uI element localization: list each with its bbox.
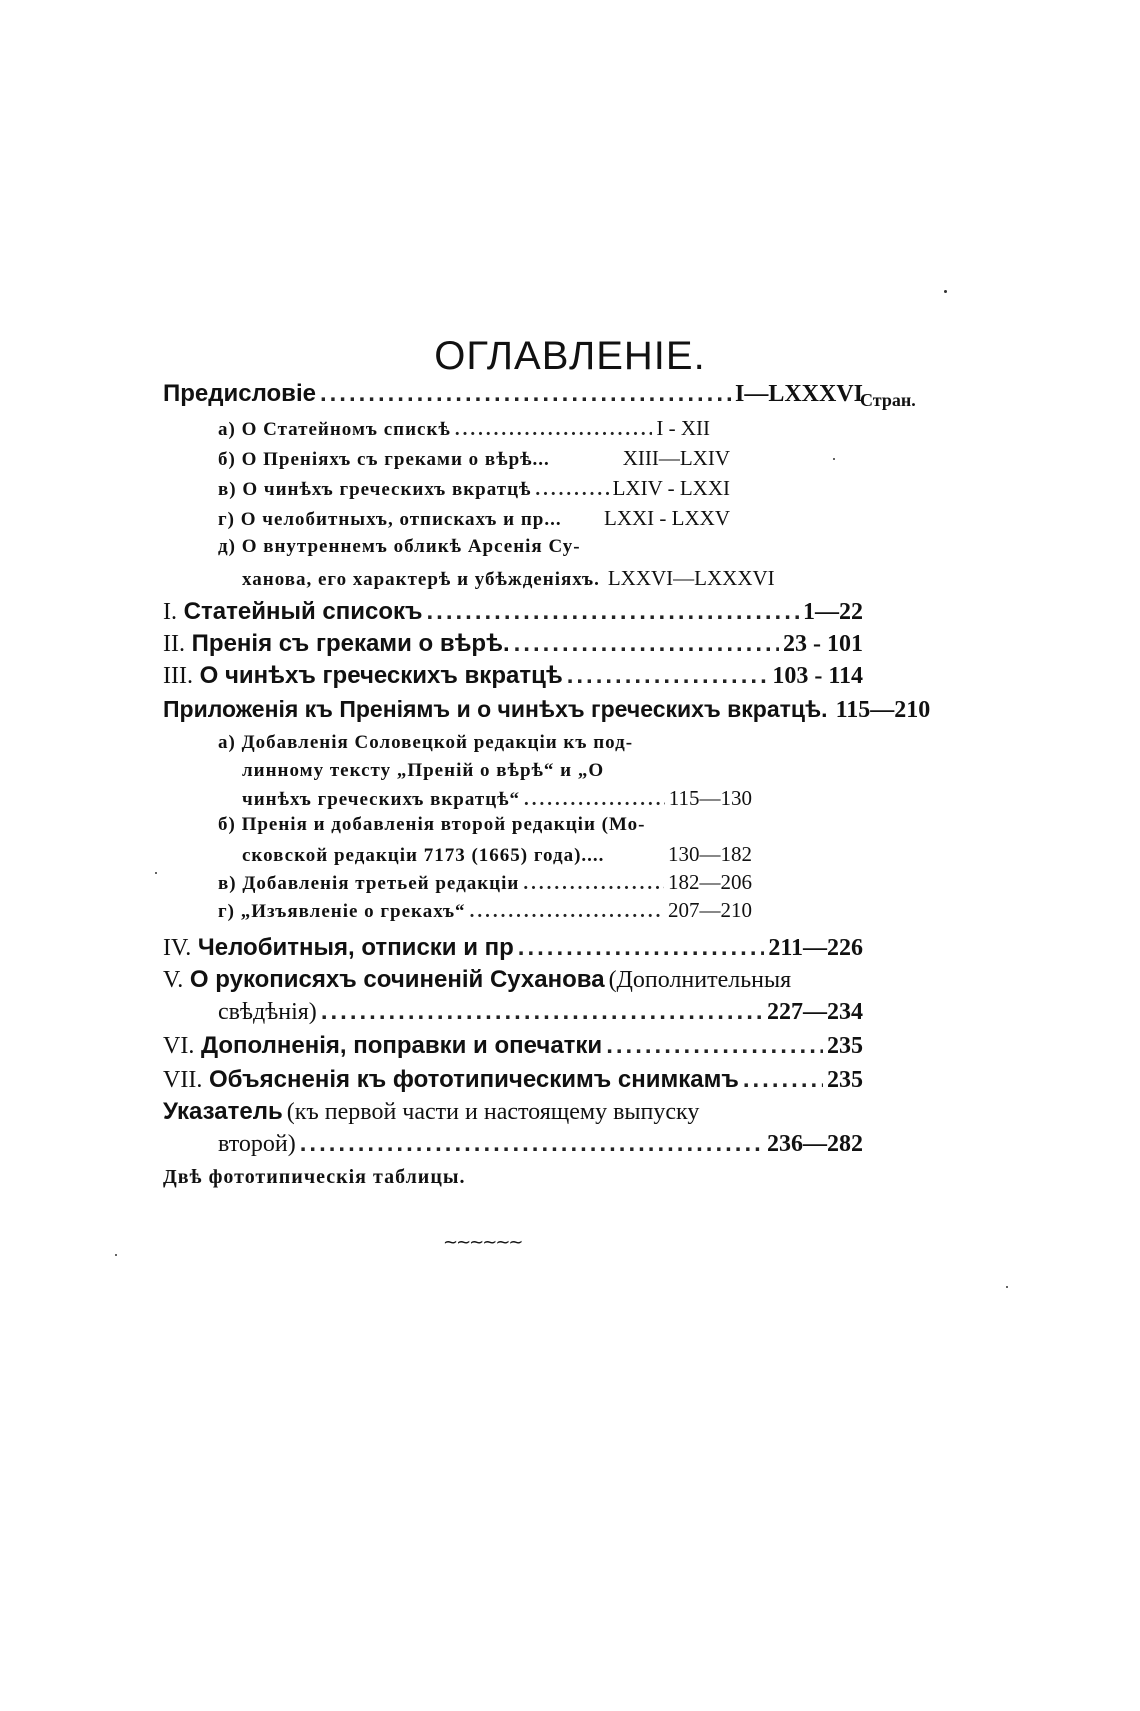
toc-entry-label: Объясненiя къ фототипическимъ снимкамъ <box>209 1066 739 1093</box>
toc-entry-label: второй) <box>218 1131 296 1157</box>
leader-dots <box>523 873 664 895</box>
leader-dots <box>300 1130 763 1158</box>
section-number: VII. <box>163 1067 203 1093</box>
toc-entry-section <box>163 934 863 962</box>
toc-entry-pages: 211—226 <box>768 935 863 961</box>
section-number: V. <box>163 967 184 993</box>
toc-entry-preface <box>163 380 863 408</box>
leader-dots <box>524 789 665 811</box>
toc-entry-label: Пренiя съ греками о вѣрѣ. <box>191 630 510 657</box>
toc-subentry-pages: I - XII <box>656 416 710 440</box>
toc-subentry-label: д) О внутреннемъ обликѣ Арсенiя Су- <box>218 536 581 557</box>
toc-subentry <box>242 566 775 591</box>
leader-dots <box>470 901 664 923</box>
toc-subentry-pages: LXIV - LXXI <box>612 476 730 500</box>
tables-note: Двѣ фототипическiя таблицы. <box>163 1166 466 1188</box>
toc-subentry-label: г) „Изъявленiе о грекахъ“ <box>218 901 466 922</box>
toc-subentry <box>218 416 710 441</box>
toc-subentry <box>218 898 752 923</box>
scan-speck <box>1006 1286 1008 1288</box>
section-number: III. <box>163 663 193 689</box>
toc-subentry-pages: 207—210 <box>668 898 752 922</box>
toc-entry-label: Статейный списокъ <box>183 598 423 625</box>
toc-subentry-label: а) О Статейномъ спискѣ <box>218 419 451 440</box>
end-ornament: ~~~~~~ <box>443 1232 522 1253</box>
toc-subentry-pages: 182—206 <box>668 870 752 894</box>
toc-entry-label: Приложенiя къ Пренiямъ и о чинѣхъ греческихъ вкратцѣ. <box>163 696 828 722</box>
toc-entry-index <box>163 1098 699 1126</box>
toc-entry-label: Челобитныя, отписки и пр <box>197 934 514 961</box>
toc-entry-pages: 103 - 114 <box>772 663 863 689</box>
scan-speck <box>115 1254 117 1256</box>
toc-entry-label: О рукописяхъ сочиненiй Суханова <box>189 966 605 993</box>
section-number: I. <box>163 599 177 625</box>
toc-entry-label-extra: (Дополнительныя <box>608 967 792 993</box>
scan-speck <box>155 872 157 874</box>
leader-dots <box>514 630 779 658</box>
leader-dots <box>321 998 763 1026</box>
toc-entry-pages: 235 <box>827 1067 863 1093</box>
toc-subentry <box>218 870 752 895</box>
toc-entry-label-extra: (къ первой части и настоящему выпуску <box>286 1099 700 1125</box>
toc-entry-appendix <box>163 696 931 724</box>
toc-entry-label: Указатель <box>163 1098 283 1125</box>
section-number: II. <box>163 631 185 657</box>
toc-subentry-pages: LXXVI—LXXXVI <box>607 566 775 590</box>
toc-subentry-pages: 115—130 <box>668 786 752 810</box>
toc-entry-label: О чинѣхъ греческихъ вкратцѣ <box>199 662 563 689</box>
toc-entry-pages: 1—22 <box>803 599 863 625</box>
leader-dots <box>606 1032 823 1060</box>
section-number: IV. <box>163 935 192 961</box>
toc-entry-label: свѣдѣнiя) <box>218 999 317 1025</box>
toc-entry-label: Предисловiе <box>163 380 316 407</box>
toc-entry-pages: 23 - 101 <box>783 631 863 657</box>
toc-subentry <box>218 476 730 501</box>
leader-dots <box>320 380 731 408</box>
toc-subentry-label: линному тексту „Пренiй о вѣрѣ“ и „О <box>242 760 605 781</box>
toc-entry-section <box>163 1032 863 1060</box>
toc-subentry <box>218 446 730 471</box>
toc-subentry-label: в) О чинѣхъ греческихъ вкратцѣ <box>218 479 532 500</box>
toc-subentry-label: сковской редакцiи 7173 (1665) года).... <box>242 845 605 866</box>
toc-entry-continuation <box>218 1130 863 1158</box>
toc-entry-pages: 115—210 <box>835 697 931 723</box>
toc-subentry-pages: LXXI - LXXV <box>604 506 730 530</box>
toc-subentry-label: в) Добавленiя третьей редакцiи <box>218 873 520 894</box>
page-column-label: Стран. <box>860 390 916 410</box>
toc-subentry-label: б) Пренiя и добавленiя второй редакцiи (Мо- <box>218 814 646 835</box>
toc-entry-section <box>163 630 863 658</box>
leader-dots <box>535 479 608 501</box>
leader-dots <box>427 598 800 626</box>
toc-subentry-pages: 130—182 <box>668 842 752 866</box>
toc-entry-section <box>163 662 863 690</box>
toc-entry-pages: 227—234 <box>767 999 863 1025</box>
toc-entry-pages: I—LXXXVI <box>734 381 863 407</box>
toc-entry-pages: 235 <box>827 1033 863 1059</box>
leader-dots <box>518 934 765 962</box>
toc-subentry-label: г) О челобитныхъ, отпискахъ и пр... <box>218 509 562 530</box>
toc-subentry-label: б) О Пренiяхъ съ греками о вѣрѣ... <box>218 449 550 470</box>
toc-entry-section <box>163 1066 863 1094</box>
leader-dots <box>743 1066 823 1094</box>
toc-entry-section <box>163 598 863 626</box>
toc-subentry <box>242 842 752 867</box>
toc-subentry-label: чинѣхъ греческихъ вкратцѣ“ <box>242 789 521 810</box>
toc-entry-continuation <box>218 998 863 1026</box>
scan-speck <box>833 458 835 460</box>
toc-entry-pages: 236—282 <box>767 1131 863 1157</box>
toc-entry-label: Дополненiя, поправки и опечатки <box>201 1032 603 1059</box>
section-number: VI. <box>163 1033 195 1059</box>
toc-entry-section <box>163 966 791 994</box>
toc-subentry <box>242 786 752 811</box>
toc-subentry <box>218 506 730 531</box>
leader-dots <box>567 662 769 690</box>
leader-dots <box>455 419 653 441</box>
toc-subentry-label: ханова, его характерѣ и убѣжденiяхъ. <box>242 569 600 590</box>
toc-subentry-pages: XIII—LXIV <box>622 446 730 470</box>
toc-subentry-label: а) Добавленiя Соловецкой редакцiи къ под- <box>218 732 634 753</box>
page-title: ОГЛАВЛЕНIЕ. <box>434 334 706 378</box>
scan-speck <box>944 290 947 293</box>
